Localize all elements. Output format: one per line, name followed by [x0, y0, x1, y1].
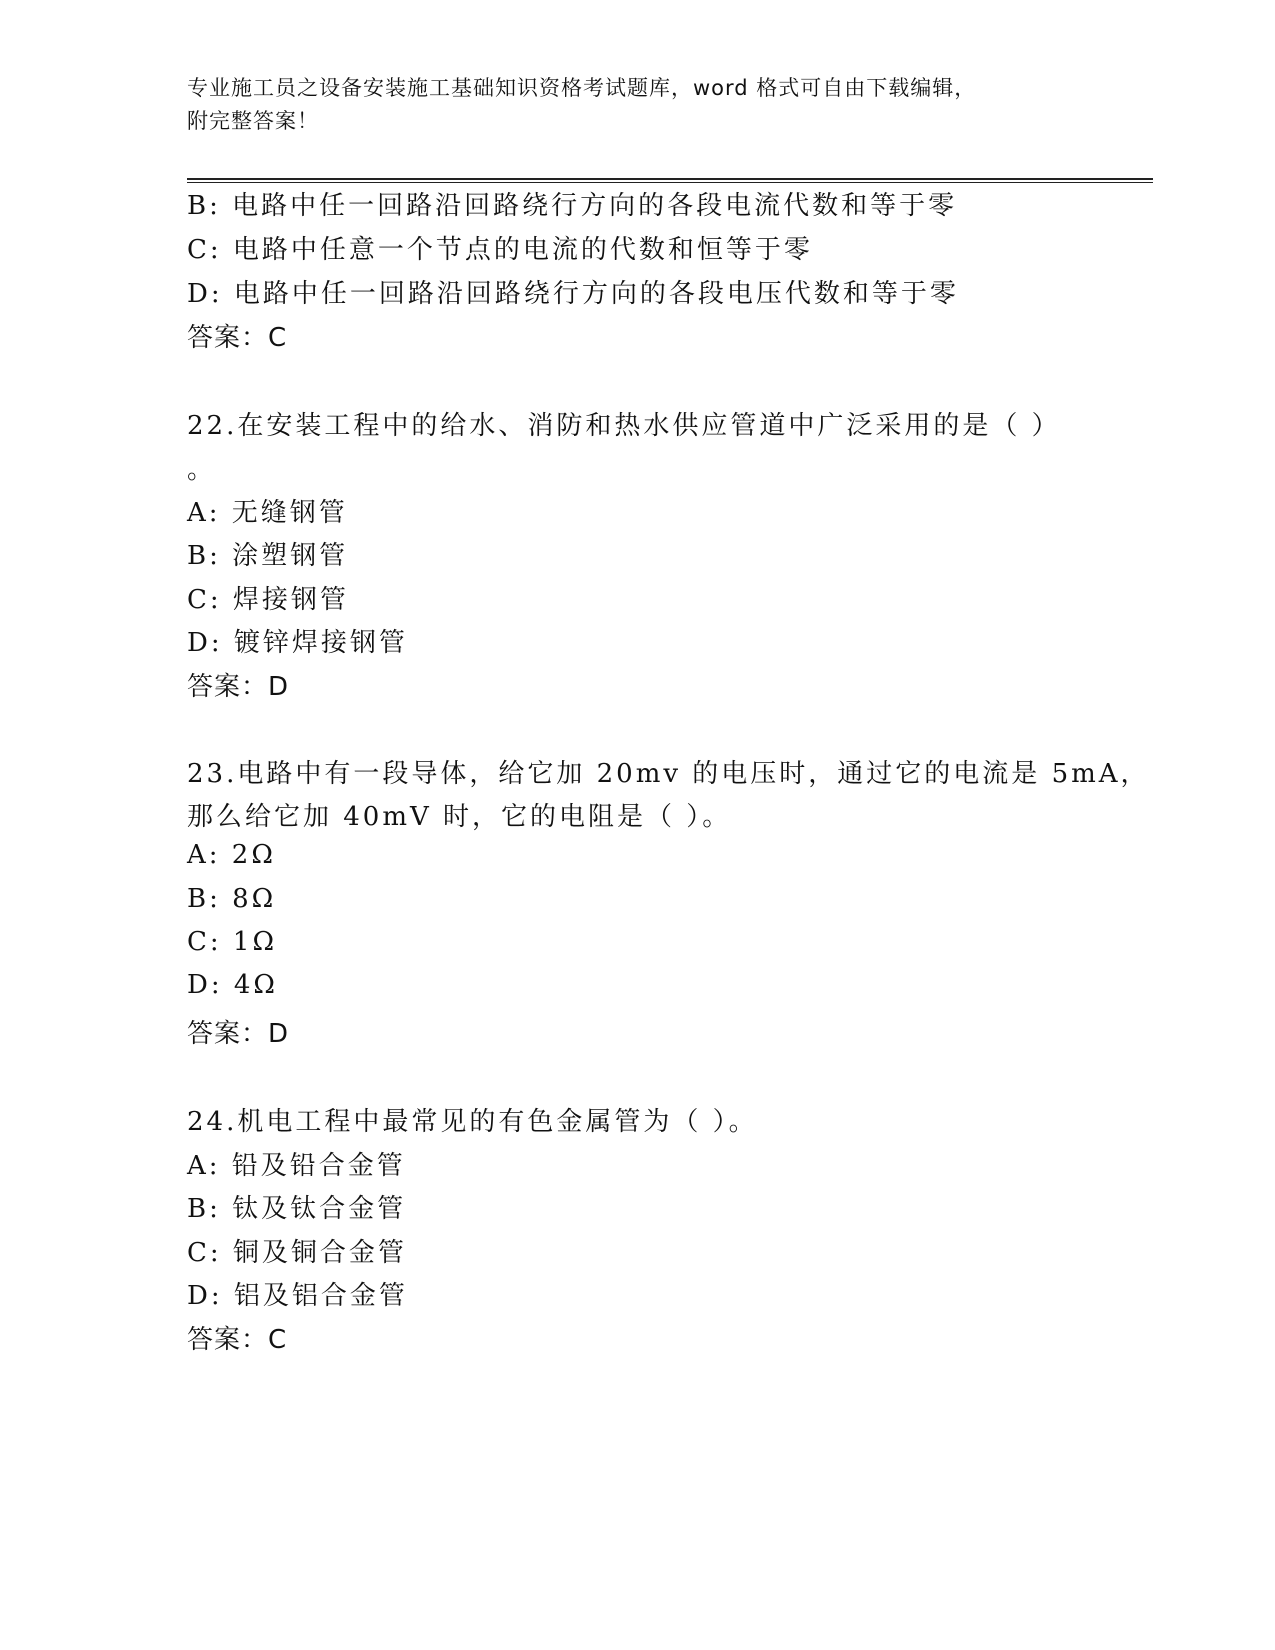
q24-option-b: B: 钛及钛合金管: [187, 1194, 407, 1224]
q22-option-a: A: 无缝钢管: [187, 498, 348, 528]
q23-stem-line-2: 那么给它加 40mV 时，它的电阻是（ ）。: [187, 802, 732, 832]
q22-stem-line-1: 22.在安装工程中的给水、消防和热水供应管道中广泛采用的是（ ）: [187, 411, 1061, 441]
q22-stem-line-2: 。: [187, 455, 217, 485]
q23-option-b: B: 8Ω: [187, 884, 277, 914]
q24-option-d: D: 铝及铝合金管: [187, 1281, 408, 1311]
q23-option-c: C: 1Ω: [187, 927, 278, 957]
q21-option-b: B: 电路中任一回路沿回路绕行方向的各段电流代数和等于零: [187, 191, 958, 221]
q22-option-b: B: 涂塑钢管: [187, 541, 349, 571]
q21-option-d: D: 电路中任一回路沿回路绕行方向的各段电压代数和等于零: [187, 279, 959, 309]
header-title-line-1: 专业施工员之设备安装施工基础知识资格考试题库，word 格式可自由下载编辑，: [187, 76, 977, 100]
q21-answer: 答案：C: [187, 323, 288, 353]
header-title-line-2: 附完整答案！: [187, 109, 319, 133]
q24-stem-line-1: 24.机电工程中最常见的有色金属管为（ ）。: [187, 1107, 758, 1137]
document-header: [187, 72, 1087, 138]
q23-option-a: A: 2Ω: [187, 840, 276, 870]
q24-answer: 答案：C: [187, 1325, 288, 1355]
q22-answer: 答案：D: [187, 672, 290, 702]
q21-option-c: C: 电路中任意一个节点的电流的代数和恒等于零: [187, 235, 813, 265]
q22-option-d: D: 镀锌焊接钢管: [187, 628, 408, 658]
q23-answer: 答案：D: [187, 1019, 290, 1049]
q24-option-a: A: 铅及铅合金管: [187, 1151, 406, 1181]
q23-stem-line-1: 23.电路中有一段导体，给它加 20mv 的电压时，通过它的电流是 5mA，: [187, 759, 1150, 789]
q23-option-d: D: 4Ω: [187, 970, 278, 1000]
header-divider: [187, 178, 1153, 183]
q24-option-c: C: 铜及铜合金管: [187, 1238, 407, 1268]
q22-option-c: C: 焊接钢管: [187, 585, 349, 615]
